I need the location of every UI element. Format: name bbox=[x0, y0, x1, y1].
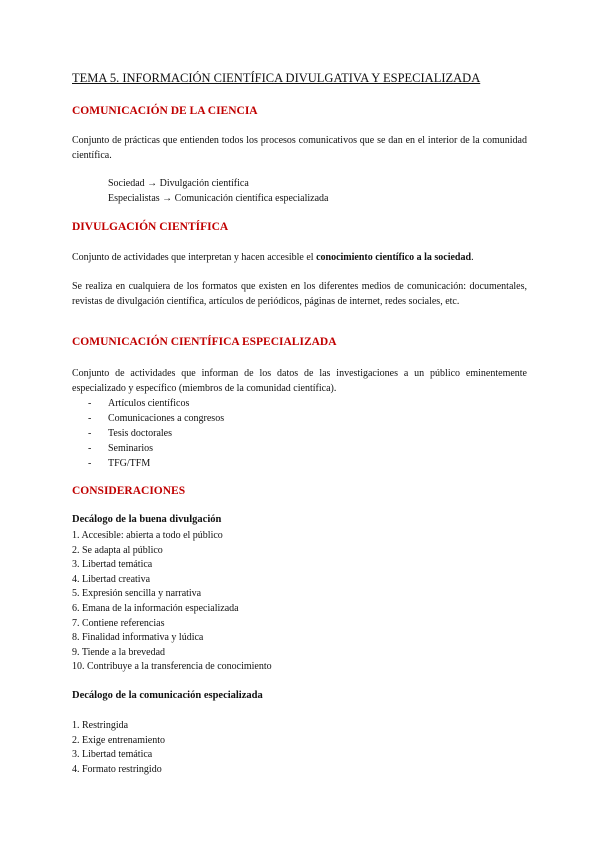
subheading-decalogo-especializada: Decálogo de la comunicación especializada bbox=[72, 690, 263, 701]
list-item bbox=[88, 441, 224, 456]
paragraph-divulgacion-text: Conjunto de actividades que interpretan y hacen accesible el bbox=[72, 252, 317, 263]
heading-divulgacion: DIVULGACIÓN CIENTÍFICA bbox=[72, 221, 229, 233]
list-item: 7. Contiene referencias bbox=[72, 617, 165, 629]
list-item-label: Seminarios bbox=[108, 443, 153, 454]
paragraph-divulgacion-end: . bbox=[471, 252, 474, 263]
flow-especialistas: Especialistas → Comunicación científica especializada bbox=[108, 193, 329, 204]
list-item: 3. Libertad temática bbox=[72, 559, 153, 571]
list-formatos-especializados bbox=[88, 396, 224, 471]
list-item-label: Tesis doctorales bbox=[108, 428, 173, 439]
list-decalogo-divulgacion bbox=[72, 529, 272, 675]
paragraph-comunicacion-ciencia: Conjunto de prácticas que entienden todos los procesos comunicativos que se dan en el interior de la comunidad científica. bbox=[72, 135, 527, 161]
heading-comunicacion-especializada: COMUNICACIÓN CIENTÍFICA ESPECIALIZADA bbox=[72, 336, 337, 348]
subheading-decalogo-divulgacion: Decálogo de la buena divulgación bbox=[72, 514, 222, 525]
paragraph-comunicacion-especializada: Conjunto de actividades que informan de los datos de las investigaciones a un público eminentemente especializado y específico (miembros de la comunidad científica). bbox=[72, 368, 527, 394]
bullet-dash: - bbox=[88, 458, 92, 469]
list-item: 10. Contribuye a la transferencia de conocimiento bbox=[72, 661, 272, 673]
list-item: 1. Restringida bbox=[72, 720, 129, 731]
bullet-dash: - bbox=[88, 413, 92, 424]
list-item-label: Comunicaciones a congresos bbox=[108, 413, 225, 424]
list-item: 2. Exige entrenamiento bbox=[72, 734, 166, 746]
bullet-dash: - bbox=[88, 443, 92, 454]
list-decalogo-especializada bbox=[72, 719, 165, 777]
list-item: 2. Se adapta al público bbox=[72, 544, 163, 556]
list-item: 4. Formato restringido bbox=[72, 763, 162, 775]
paragraph-divulgacion-formatos: Se realiza en cualquiera de los formatos que existen en los diferentes medios de comunicación: documentales, revistas de divulgación científica, artículos de periódicos, páginas de internet, redes sociales, etc. bbox=[72, 281, 527, 307]
list-item bbox=[88, 456, 224, 471]
bullet-dash: - bbox=[88, 398, 92, 409]
heading-consideraciones: CONSIDERACIONES bbox=[72, 485, 186, 497]
list-item bbox=[88, 411, 224, 426]
list-item bbox=[88, 396, 224, 411]
list-item-label: Artículos científicos bbox=[108, 398, 190, 409]
paragraph-divulgacion bbox=[72, 250, 527, 265]
list-item: 9. Tiende a la brevedad bbox=[72, 646, 166, 658]
list-item-label: TFG/TFM bbox=[108, 458, 151, 469]
list-item: 3. Libertad temática bbox=[72, 749, 153, 761]
list-item bbox=[88, 426, 224, 441]
flow-sociedad: Sociedad → Divulgación científica bbox=[108, 178, 249, 189]
bullet-dash: - bbox=[88, 428, 92, 439]
paragraph-divulgacion-bold: conocimiento científico a la sociedad bbox=[316, 252, 472, 263]
list-item: 8. Finalidad informativa y lúdica bbox=[72, 632, 204, 644]
heading-comunicacion-ciencia: COMUNICACIÓN DE LA CIENCIA bbox=[72, 105, 258, 117]
list-item: 4. Libertad creativa bbox=[72, 573, 151, 585]
document-title: TEMA 5. INFORMACIÓN CIENTÍFICA DIVULGATIVA Y ESPECIALIZADA bbox=[72, 71, 481, 85]
list-item: 5. Expresión sencilla y narrativa bbox=[72, 588, 202, 600]
list-item: 1. Accesible: abierta a todo el público bbox=[72, 530, 223, 541]
list-item: 6. Emana de la información especializada bbox=[72, 602, 239, 614]
